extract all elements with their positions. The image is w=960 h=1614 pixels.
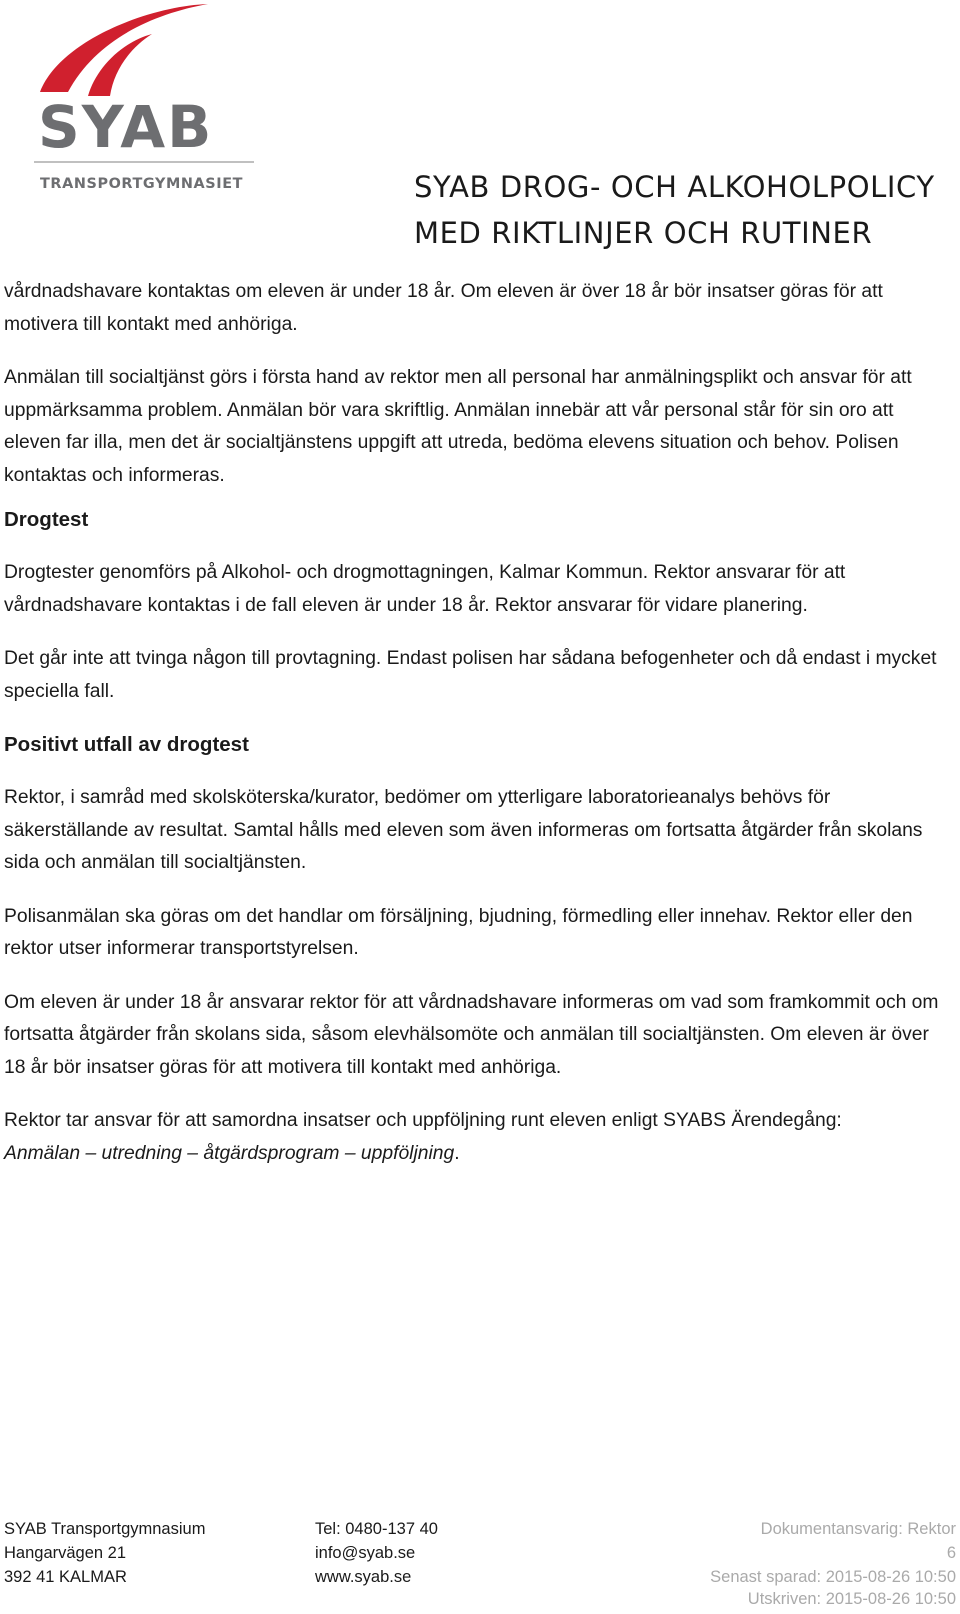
footer-city: 392 41 KALMAR [4,1568,127,1586]
syab-logo [30,0,262,200]
case-process-steps: Anmälan – utredning – åtgärdsprogram – uppföljning [4,1142,455,1164]
document-title [414,164,954,256]
document-body [4,276,954,1170]
footer-street: Hangarvägen 21 [4,1544,127,1562]
paragraph-case-process [4,1105,954,1170]
heading-positive-result: Positivt utfall av drogtest [4,733,249,756]
paragraph-police-report: Polisanmälan ska göras om det handlar om försäljning, bjudning, förmedling eller innehav. Rektor eller den rektor utser informerar transportstyrelsen. [4,905,913,959]
document-title-line-1: SYAB DROG- OCH ALKOHOLPOLICY [414,170,935,204]
paragraph-no-forced-test: Det går inte att tvinga någon till provtagning. Endast polisen har sådana befogenheter och då endast i mycket speciella fall. [4,648,937,702]
heading-drogtest: Drogtest [4,508,89,531]
logo-subtitle: TRANSPORTGYMNASIET [40,176,244,192]
footer-document-meta [710,1517,956,1609]
case-process-text: Rektor tar ansvar för att samordna insatser och uppföljning runt eleven enligt SYABS Ärendegång: [4,1110,842,1131]
footer-contact [315,1517,438,1589]
footer-address [4,1517,205,1589]
footer-phone: Tel: 0480-137 40 [315,1520,438,1538]
footer-saved: Senast sparad: 2015-08-26 10:50 [710,1568,956,1586]
case-process-end: . [454,1142,460,1164]
footer-org: SYAB Transportgymnasium [4,1520,206,1538]
paragraph-social-services-report: Anmälan till socialtjänst görs i första hand av rektor men all personal har anmälningsplikt och ansvar för att uppmärksamma problem. Anmälan bör vara skriftlig. Anmälan innebär att vår personal står för sin oro att eleven far illa, men det är socialtjänstens uppgift att utreda, bedöma elevens situation och behov. Polisen kontaktas och informeras. [4,367,912,486]
footer-email[interactable]: info@syab.se [315,1544,416,1562]
footer-website[interactable]: www.syab.se [315,1568,412,1586]
footer-printed: Utskriven: 2015-08-26 10:50 [747,1590,956,1608]
paragraph-drug-test-location: Drogtester genomförs på Alkohol- och drogmottagningen, Kalmar Kommun. Rektor ansvarar för att vårdnadshavare kontaktas i de fall eleven är under 18 år. Rektor ansvarar för vidare planering. [4,562,846,616]
paragraph-guardian-information: Om eleven är under 18 år ansvarar rektor för att vårdnadshavare informeras om vad som framkommit och om fortsatta åtgärder från skolans sida, såsom elevhälsomöte och anmälan till socialtjänsten. Om eleven är över 18 år bör insatser göras för att motivera till kontakt med anhöriga. [4,991,939,1078]
footer-page-number: 6 [946,1544,956,1562]
footer-responsible: Dokumentansvarig: Rektor [760,1520,956,1538]
paragraph-guardian-contact: vårdnadshavare kontaktas om eleven är under 18 år. Om eleven är över 18 år bör insatser göras för att motivera till kontakt med anhöriga. [4,281,883,335]
paragraph-lab-analysis: Rektor, i samråd med skolsköterska/kurator, bedömer om ytterligare laboratorieanalys behövs för säkerställande av resultat. Samtal hålls med eleven som även informeras om fortsatta åtgärder från skolans sida och anmälan till socialtjänsten. [4,787,923,873]
document-title-line-2: MED RIKTLINJER OCH RUTINER [414,216,873,250]
logo-wordmark: SYAB [38,93,214,161]
